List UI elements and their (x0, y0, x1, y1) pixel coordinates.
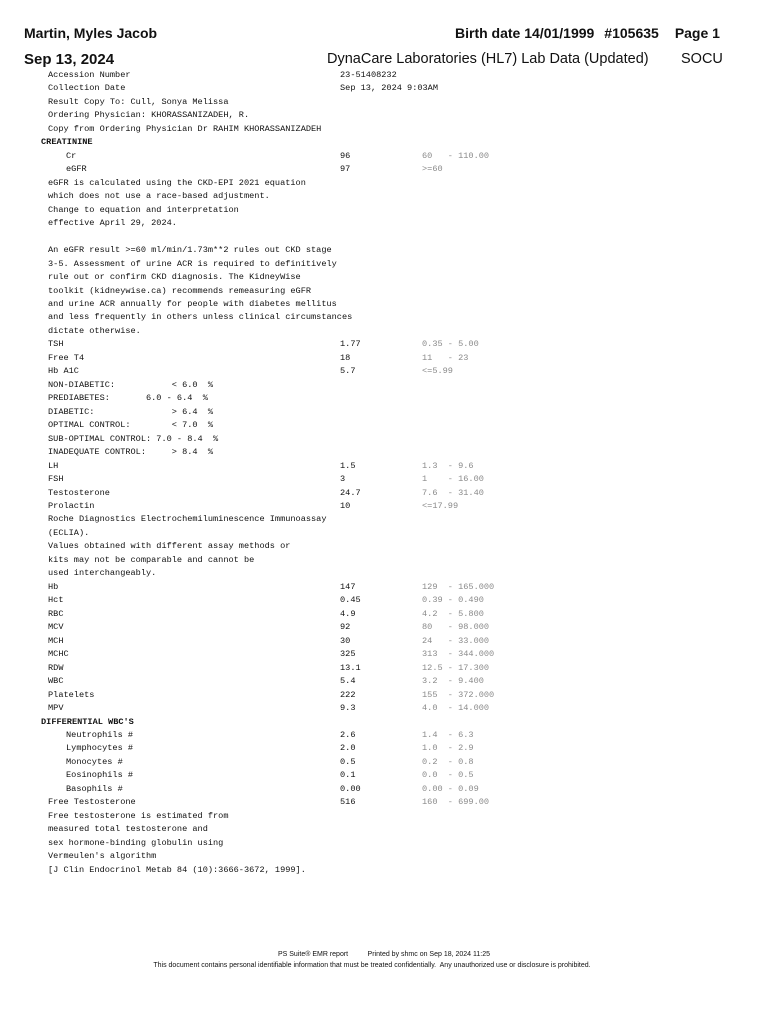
result-value: 92 (340, 622, 351, 633)
result-value: 1.77 (340, 339, 361, 350)
section-heading (0, 136, 768, 149)
line-text: rule out or confirm CKD diagnosis. The KidneyWise (48, 272, 301, 283)
report-line (0, 513, 768, 526)
report-line (0, 581, 768, 594)
line-text: Accession Number (48, 70, 131, 80)
line-text: Hb A1C (48, 366, 79, 377)
line-text: DIABETIC: > 6.4 % (48, 406, 214, 417)
report-line (0, 796, 768, 809)
line-text: which does not use a race-based adjustment. (48, 191, 270, 202)
reference-range: 0.39 - 0.490 (422, 595, 484, 606)
report-line (0, 163, 768, 176)
line-text: Monocytes # (66, 756, 123, 767)
report-line (0, 823, 768, 836)
line-text: Ordering Physician: KHORASSANIZADEH, R. (48, 110, 250, 121)
line-text: Cr (66, 150, 77, 161)
report-line (0, 231, 768, 244)
line-text: Free testosterone is estimated from (48, 810, 229, 821)
line-text: LH (48, 460, 59, 471)
result-value: 97 (340, 164, 351, 175)
result-value: 516 (340, 797, 356, 808)
reference-range: <=5.99 (422, 366, 453, 377)
report-line (0, 540, 768, 553)
report-line (0, 635, 768, 648)
report-line (0, 527, 768, 540)
page-number: Page 1 (674, 25, 720, 41)
line-text: MCHC (48, 649, 69, 660)
report-line (0, 648, 768, 661)
report-line (0, 702, 768, 715)
reference-range: 0.00 - 0.09 (422, 783, 479, 794)
line-text: Vermeulen's algorithm (48, 851, 157, 862)
result-value: 3 (340, 474, 346, 485)
report-line (0, 554, 768, 567)
reference-range: <=17.99 (422, 501, 459, 511)
line-text: Hct (48, 595, 64, 606)
report-line (0, 204, 768, 217)
reference-range: 1.4 - 6.3 (422, 729, 474, 740)
line-text: 3-5. Assessment of urine ACR is required to definitively (48, 258, 337, 269)
line-text: MCV (48, 622, 64, 633)
line-text: kits may not be comparable and cannot be (48, 554, 255, 565)
reference-range: 12.5 - 17.300 (422, 662, 490, 673)
report-line (0, 419, 768, 432)
line-text: and less frequently in others unless clinical circumstances (48, 312, 353, 323)
line-text: Prolactin (48, 501, 95, 511)
line-text: Free T4 (48, 352, 85, 363)
patient-identifiers (455, 25, 730, 41)
result-value: 0.5 (340, 756, 356, 767)
result-value: Sep 13, 2024 9:03AM (340, 83, 438, 94)
report-line (0, 594, 768, 607)
report-line (0, 729, 768, 742)
report-line (0, 109, 768, 122)
line-text: An eGFR result >=60 ml/min/1.73m**2 rules out CKD stage (48, 245, 332, 256)
line-text: Values obtained with different assay methods or (48, 541, 291, 552)
reference-range: 4.2 - 5.800 (422, 608, 484, 619)
result-value: 147 (340, 581, 356, 592)
line-text: PREDIABETES: 6.0 - 6.4 % (48, 393, 208, 404)
line-text: RBC (48, 608, 64, 619)
report-line (0, 244, 768, 257)
line-text: [J Clin Endocrinol Metab 84 (10):3666-3672, 1999]. (48, 864, 306, 875)
result-value: 325 (340, 649, 356, 660)
result-value: 222 (340, 689, 356, 700)
line-text: used interchangeably. (48, 568, 157, 579)
report-line (0, 460, 768, 473)
lab-report-body (0, 69, 768, 877)
line-text: eGFR is calculated using the CKD-EPI 2021 equation (48, 177, 306, 188)
line-text: measured total testosterone and (48, 824, 208, 835)
line-text: Basophils # (66, 783, 123, 794)
result-value: 18 (340, 352, 351, 363)
report-line (0, 742, 768, 755)
result-value: 30 (340, 635, 351, 646)
report-line (0, 783, 768, 796)
line-text: DIFFERENTIAL WBC'S (41, 716, 134, 727)
report-line (0, 271, 768, 284)
reference-range: 3.2 - 9.400 (422, 676, 484, 687)
result-value: 10 (340, 501, 351, 511)
result-value: 5.4 (340, 676, 356, 687)
line-text: Platelets (48, 689, 95, 700)
reference-range: 1.3 - 9.6 (422, 460, 474, 471)
line-text: OPTIMAL CONTROL: < 7.0 % (48, 420, 214, 431)
result-value: 0.1 (340, 770, 356, 781)
birth-date: Birth date 14/01/1999 (455, 25, 595, 41)
report-line (0, 365, 768, 378)
report-line (0, 177, 768, 190)
line-text: Eosinophils # (66, 770, 134, 781)
report-line (0, 864, 768, 877)
reference-range: 129 - 165.000 (422, 581, 495, 592)
report-line (0, 258, 768, 271)
report-line (0, 82, 768, 95)
result-value: 23-51408232 (340, 70, 397, 80)
reference-range: 1.0 - 2.9 (422, 743, 474, 754)
line-text: MCH (48, 635, 64, 646)
line-text: Change to equation and interpretation (48, 204, 239, 215)
line-text: FSH (48, 474, 64, 485)
result-value: 1.5 (340, 460, 356, 471)
report-line (0, 123, 768, 136)
report-line (0, 500, 768, 513)
report-line (0, 217, 768, 230)
report-line (0, 837, 768, 850)
report-line (0, 608, 768, 621)
reference-range: 0.0 - 0.5 (422, 770, 474, 781)
line-text: Neutrophils # (66, 729, 134, 740)
line-text: Collection Date (48, 83, 126, 94)
section-heading (0, 716, 768, 729)
report-line (0, 446, 768, 459)
report-line (0, 379, 768, 392)
report-line (0, 850, 768, 863)
line-text: CREATININE (41, 137, 93, 148)
report-line (0, 392, 768, 405)
reference-range: 80 - 98.000 (422, 622, 490, 633)
report-line (0, 621, 768, 634)
reference-range: 7.6 - 31.40 (422, 487, 484, 498)
line-text: Result Copy To: Cull, Sonya Melissa (48, 96, 229, 107)
report-line (0, 150, 768, 163)
reference-range: 11 - 23 (422, 352, 469, 363)
result-value: 2.0 (340, 743, 356, 754)
result-value: 5.7 (340, 366, 356, 377)
line-text: MPV (48, 703, 64, 714)
reference-range: 60 - 110.00 (422, 150, 490, 161)
line-text: (ECLIA). (48, 527, 90, 538)
line-text: SUB-OPTIMAL CONTROL: 7.0 - 8.4 % (48, 433, 219, 444)
footer-print-info: PS Suite® EMR report Printed by shmc on Sep 18, 2024 11:25 (277, 951, 491, 958)
line-text: sex hormone-binding globulin using (48, 837, 224, 848)
result-value: 0.00 (340, 783, 361, 794)
report-line (0, 756, 768, 769)
report-line (0, 662, 768, 675)
line-text: Hb (48, 581, 59, 592)
report-line (0, 325, 768, 338)
reference-range: 0.35 - 5.00 (422, 339, 479, 350)
line-text: Roche Diagnostics Electrochemiluminescence Immunoassay (48, 514, 327, 525)
reference-range: 1 - 16.00 (422, 474, 484, 485)
patient-name: Martin, Myles Jacob (24, 25, 158, 41)
result-value: 13.1 (340, 662, 361, 673)
report-line (0, 675, 768, 688)
reference-range: 4.0 - 14.000 (422, 703, 490, 714)
line-text: Lymphocytes # (66, 743, 134, 754)
reference-range: 0.2 - 0.8 (422, 756, 474, 767)
line-text: toolkit (kidneywise.ca) recommends remeasuring eGFR (48, 285, 312, 296)
result-value: 9.3 (340, 703, 356, 714)
lab-title: DynaCare Laboratories (HL7) Lab Data (Updated) (327, 51, 649, 67)
result-value: 96 (340, 150, 351, 161)
report-line (0, 96, 768, 109)
report-line (0, 352, 768, 365)
report-date: Sep 13, 2024 (24, 51, 115, 68)
result-value: 0.45 (340, 595, 361, 606)
report-line (0, 406, 768, 419)
report-line (0, 311, 768, 324)
report-line (0, 298, 768, 311)
result-value: 2.6 (340, 729, 356, 740)
line-text: eGFR (66, 164, 87, 175)
report-line (0, 487, 768, 500)
line-text: effective April 29, 2024. (48, 218, 177, 229)
reference-range: 155 - 372.000 (422, 689, 495, 700)
chart-number: #105635 (604, 25, 659, 41)
report-line (0, 433, 768, 446)
line-text: dictate otherwise. (48, 325, 141, 336)
footer-confidentiality: This document contains personal identifiable information that must be treated confidentially. Any unauthorized use or disclosure is prohibited. (153, 962, 591, 969)
report-line (0, 338, 768, 351)
result-value: 24.7 (340, 487, 361, 498)
line-text: Copy from Ordering Physician Dr RAHIM KHORASSANIZADEH (48, 123, 322, 134)
report-code: SOCU (681, 51, 723, 67)
report-line (0, 285, 768, 298)
line-text: TSH (48, 339, 64, 350)
line-text: and urine ACR annually for people with diabetes mellitus (48, 298, 337, 309)
reference-range: >=60 (422, 164, 443, 175)
report-line (0, 473, 768, 486)
reference-range: 160 - 699.00 (422, 797, 490, 808)
reference-range: 24 - 33.000 (422, 635, 490, 646)
report-line (0, 190, 768, 203)
line-text: NON-DIABETIC: < 6.0 % (48, 379, 214, 390)
line-text: RDW (48, 662, 64, 673)
report-line (0, 69, 768, 82)
report-line (0, 567, 768, 580)
line-text: WBC (48, 676, 64, 687)
line-text: INADEQUATE CONTROL: > 8.4 % (48, 447, 214, 458)
result-value: 4.9 (340, 608, 356, 619)
report-line (0, 689, 768, 702)
line-text: Free Testosterone (48, 797, 136, 808)
reference-range: 313 - 344.000 (422, 649, 495, 660)
report-line (0, 769, 768, 782)
line-text: Testosterone (48, 487, 110, 498)
report-line (0, 810, 768, 823)
